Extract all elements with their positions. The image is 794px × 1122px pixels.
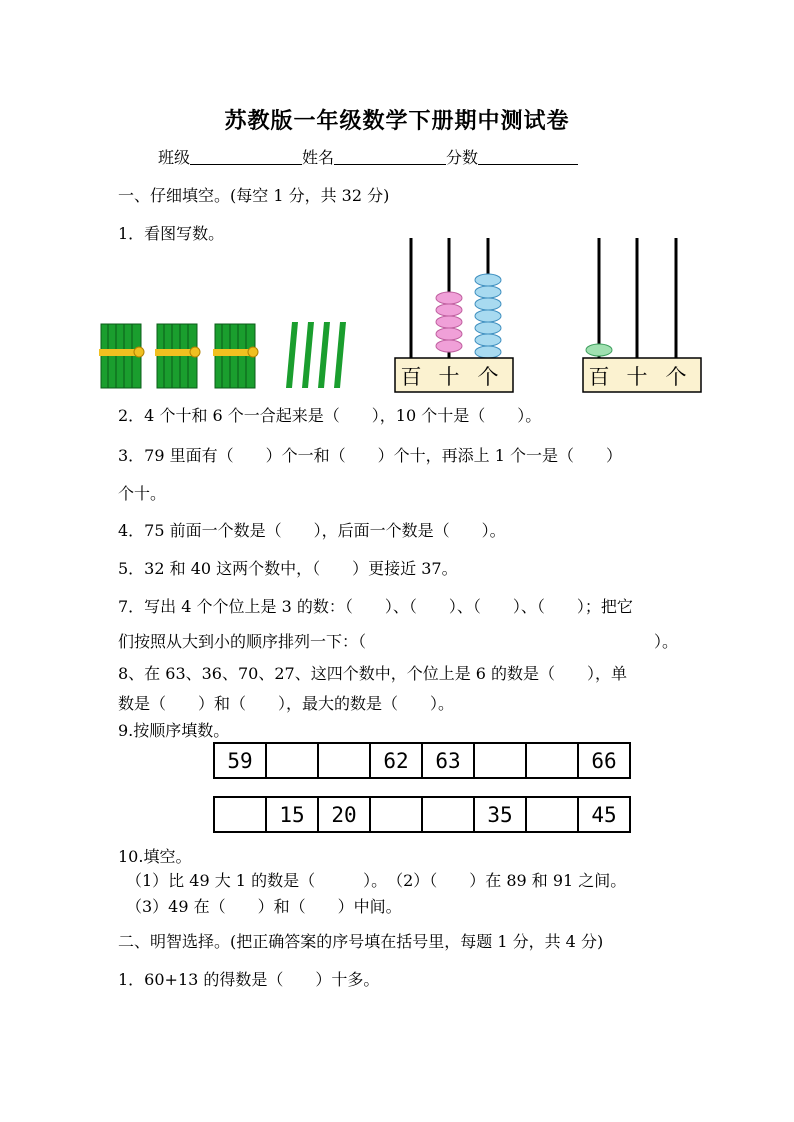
- bundle-of-ten-2: [155, 324, 200, 388]
- seq1-cell[interactable]: 59: [214, 743, 266, 778]
- class-blank[interactable]: [190, 148, 302, 165]
- number-sequence-row-2: [213, 796, 631, 833]
- abacus1-label-hundreds: 百: [400, 365, 422, 389]
- seq2-cell[interactable]: [526, 797, 578, 832]
- seq1-cell[interactable]: 63: [422, 743, 474, 778]
- question-3-line1: 3．79 里面有（ ）个一和（ ）个十，再添上 1 个一是（ ）: [118, 446, 622, 465]
- page-title: 苏教版一年级数学下册期中测试卷: [224, 108, 570, 134]
- question-10-part-a: （1）比 49 大 1 的数是（ ）。 （2）（ ）在 89 和 91 之间。: [126, 871, 627, 890]
- seq2-cell[interactable]: 35: [474, 797, 526, 832]
- seq2-cell[interactable]: [422, 797, 474, 832]
- question-10: 10.填空。: [118, 847, 192, 866]
- question-8-line1: 8、在 63、36、70、27、这四个数中，个位上是 6 的数是（ ），单: [118, 664, 628, 683]
- seq2-cell[interactable]: 20: [318, 797, 370, 832]
- abacus2-label-hundreds: 百: [588, 365, 610, 389]
- class-label: 班级: [158, 148, 191, 167]
- score-blank[interactable]: [478, 148, 578, 165]
- section2-question-1: 1．60+13 的得数是（ ）十多。: [118, 970, 380, 989]
- question-4: 4．75 前面一个数是（ ），后面一个数是（ ）。: [118, 521, 506, 540]
- question-7-line2: 们按照从大到小的顺序排列一下：（ ）。: [118, 632, 679, 651]
- single-sticks: [286, 322, 346, 388]
- seq1-cell[interactable]: [266, 743, 318, 778]
- question-10-part-b: （3）49 在（ ）和（ ）中间。: [126, 897, 402, 916]
- stick-bundles-picture: [96, 318, 356, 394]
- student-info-line: [158, 148, 578, 168]
- question-1: 1．看图写数。: [118, 224, 225, 243]
- question-9: 9.按顺序填数。: [118, 721, 230, 740]
- bundle-of-ten-1: [99, 324, 144, 388]
- seq2-cell[interactable]: [214, 797, 266, 832]
- abacus2-label-tens: 十: [626, 365, 648, 389]
- abacus2-label-ones: 个: [665, 365, 687, 389]
- seq2-cell[interactable]: [370, 797, 422, 832]
- section1-heading: 一、仔细填空。(每空 1 分，共 32 分): [118, 186, 390, 205]
- abacus-1: [392, 234, 518, 396]
- question-3-line2: 个十。: [118, 484, 167, 503]
- seq1-cell[interactable]: [474, 743, 526, 778]
- abacus1-label-tens: 十: [438, 365, 460, 389]
- hundreds-bead: [586, 344, 612, 356]
- seq1-cell[interactable]: [318, 743, 370, 778]
- seq2-cell[interactable]: 45: [578, 797, 630, 832]
- question-2: 2．4 个十和 6 个一合起来是（ ），10 个十是（ ）。: [118, 406, 542, 425]
- number-sequence-row-1: [213, 742, 631, 779]
- question-5: 5．32 和 40 这两个数中，（ ）更接近 37。: [118, 559, 458, 578]
- ones-beads: [475, 274, 501, 358]
- seq1-cell[interactable]: 62: [370, 743, 422, 778]
- bundle-of-ten-3: [213, 324, 258, 388]
- score-label: 分数: [446, 148, 479, 167]
- section2-heading: 二、明智选择。(把正确答案的序号填在括号里，每题 1 分，共 4 分): [118, 932, 604, 951]
- abacus1-label-ones: 个: [477, 365, 499, 389]
- seq2-cell[interactable]: 15: [266, 797, 318, 832]
- name-blank[interactable]: [334, 148, 446, 165]
- seq1-cell[interactable]: 66: [578, 743, 630, 778]
- question-8-line2: 数是（ ）和（ ），最大的数是（ ）。: [118, 694, 455, 713]
- seq1-cell[interactable]: [526, 743, 578, 778]
- tens-beads: [436, 292, 462, 352]
- abacus-2: [580, 234, 706, 396]
- name-label: 姓名: [302, 148, 335, 167]
- question-7-line1: 7．写出 4 个个位上是 3 的数：（ ）、（ ）、（ ）、（ ）；把它: [118, 597, 633, 616]
